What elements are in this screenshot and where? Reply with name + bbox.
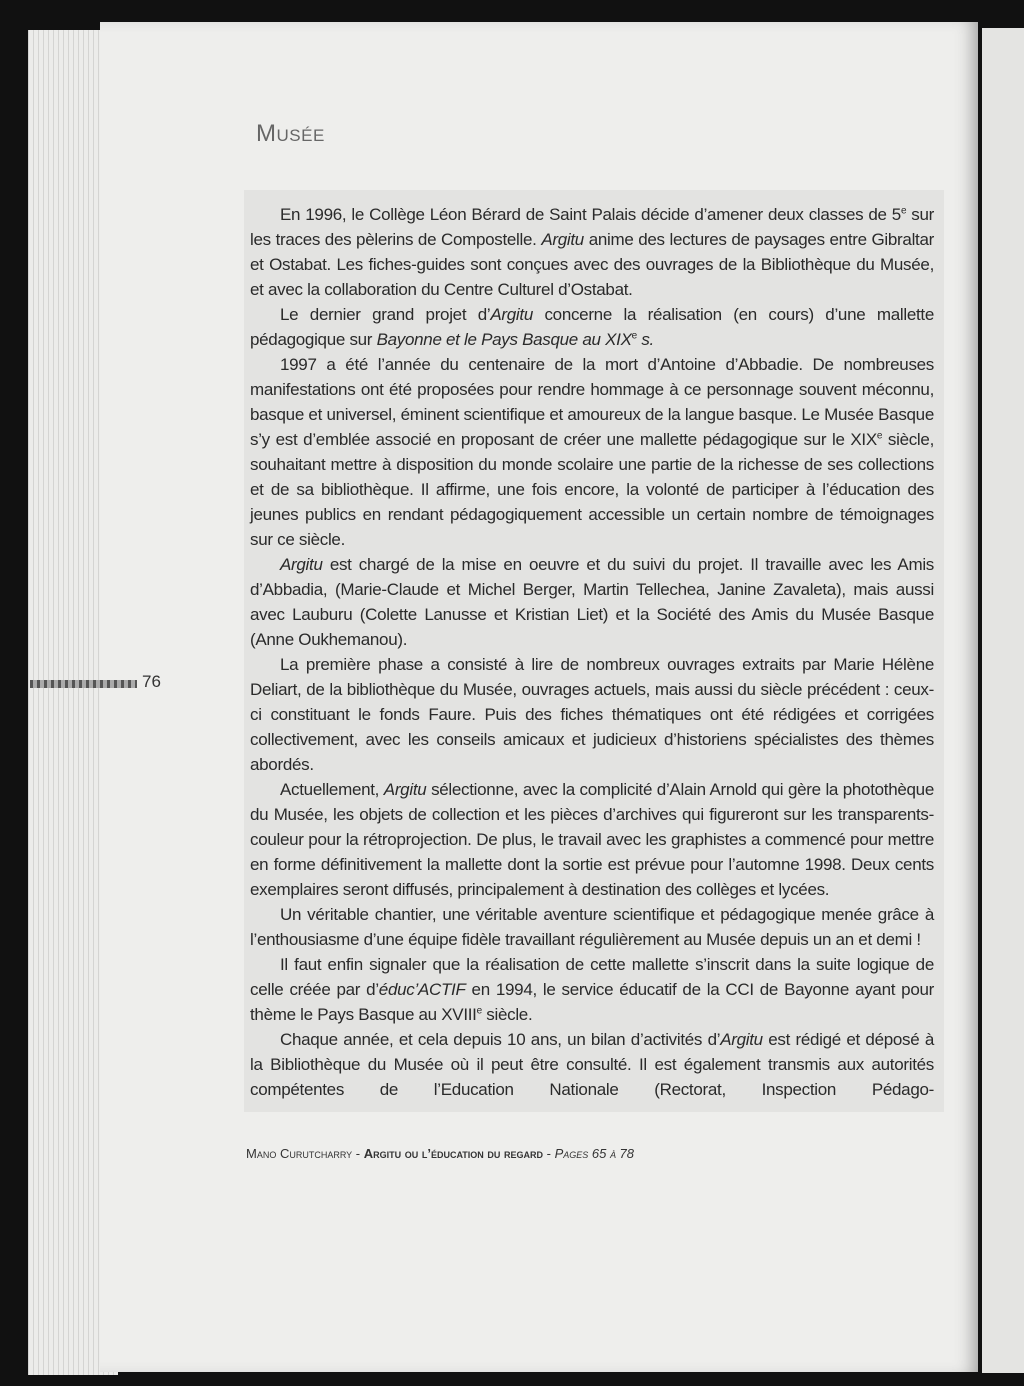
text-run: La première phase a consisté à lire de nombreux ouvrages extraits par Marie Hélène Deliart, de la bibliothèque du Musée, ouvrages actuels, mais aussi du siècle précédent : ceux-ci constituant le fonds Faure. Puis des fiches thématiques ont été rédigées et corrigées collectivement, avec les conseils amicaux et judicieux d’historiens spécialistes des thèmes abordés. xyxy=(250,655,934,774)
text-run: siècle. xyxy=(481,1005,533,1024)
footer-separator: - xyxy=(543,1146,555,1161)
italic-text: éduc’ACTIF xyxy=(378,980,466,999)
footer-pages: Pages 65 à 78 xyxy=(554,1146,635,1161)
paragraph xyxy=(250,902,934,952)
page-edge-marker xyxy=(30,680,137,688)
text-run: Le dernier grand projet d’ xyxy=(280,305,491,324)
text-run: sur les traces des pèlerins de Compostelle. xyxy=(250,205,934,249)
text-run: est rédigé et déposé à la Bibliothèque du Musée où il peut être consulté. Il est également transmis aux autorités compétentes de l’Education Nationale (Rectorat, Inspection Pédago- xyxy=(250,1030,934,1099)
italic-text: Argitu xyxy=(280,555,323,574)
paragraph xyxy=(250,202,934,302)
paragraph xyxy=(250,302,934,352)
superscript: e xyxy=(476,1005,482,1017)
paragraph xyxy=(250,1027,934,1102)
text-run: En 1996, le Collège Léon Bérard de Saint Palais décide d’amener deux classes de 5 xyxy=(280,205,901,224)
page-content xyxy=(244,190,944,1162)
text-run: sélectionne, avec la complicité d’Alain Arnold qui gère la photothèque du Musée, les objets de collection et les pièces d’archives qui figureront sur les transparents-couleur pour la rétroprojection. De plus, le travail avec les graphistes a commencé pour mettre en forme définitivement la mallette dont la sortie est prévue pour l’automne 1998. Deux cents exemplaires seront diffusés, principalement à destination des collèges et lycées. xyxy=(250,780,934,899)
text-background-panel xyxy=(244,190,944,1112)
page-number: 76 xyxy=(142,672,161,691)
text-run: Actuellement, xyxy=(280,780,384,799)
superscript: e xyxy=(876,430,883,442)
italic-text: Bayonne et le Pays Basque au XIX xyxy=(376,330,632,349)
running-title: Musée xyxy=(256,120,325,147)
paragraph xyxy=(250,652,934,777)
paragraph xyxy=(250,552,934,652)
italic-text: Argitu xyxy=(541,230,584,249)
italic-text: Argitu xyxy=(720,1030,763,1049)
italic-text: Argitu xyxy=(490,305,533,324)
italic-text: s. xyxy=(636,330,654,349)
text-run: anime des lectures de paysages entre Gibraltar et Ostabat. Les fiches-guides sont conçues avec des ouvrages de la Bibliothèque du Musée, et avec la collaboration du Centre Culturel d’Ostabat. xyxy=(250,230,934,299)
paragraph xyxy=(250,952,934,1027)
footer-article-title: Argitu ou l’éducation du regard xyxy=(363,1146,544,1161)
italic-text: Argitu xyxy=(383,780,427,799)
text-run: Chaque année, et cela depuis 10 ans, un bilan d’activités d’ xyxy=(280,1030,721,1049)
superscript: e xyxy=(900,205,907,217)
superscript: e xyxy=(631,330,637,342)
paragraph xyxy=(250,777,934,902)
text-run: en 1994, le service éducatif de la CCI de Bayonne ayant pour thème le Pays Basque au XVIII xyxy=(250,980,934,1024)
page-footer xyxy=(244,1146,944,1162)
text-run: Un véritable chantier, une véritable aventure scientifique et pédagogique menée grâce à l’enthousiasme d’une équipe fidèle travaillant régulièrement au Musée depuis un an et demi ! xyxy=(250,905,934,949)
text-run: est chargé de la mise en oeuvre et du suivi du projet. Il travaille avec les Amis d’Abbadia, (Marie-Claude et Michel Berger, Martin Tellechea, Janine Zavaleta), mais aussi avec Lauburu (Colette Lanusse et Kristian Liet) et la Société des Amis du Musée Basque (Anne Oukhemanou). xyxy=(250,555,934,649)
article-body xyxy=(250,202,934,1102)
text-run: Il faut enfin signaler que la réalisation de cette mallette s’inscrit dans la suite logique de celle créée par d’ xyxy=(250,955,934,999)
paragraph xyxy=(250,352,934,552)
text-run: 1997 a été l’année du centenaire de la mort d’Antoine d’Abbadie. De nombreuses manifestations ont été proposées pour rendre hommage à ce personnage souvent méconnu, basque et universel, éminent scientifique et amoureux de la langue basque. Le Musée Basque s’y est d’emblée associé en proposant de créer une mallette pédagogique sur le XIX xyxy=(250,355,934,449)
footer-author: Mano Curutcharry xyxy=(246,1146,353,1161)
text-run: siècle, souhaitant mettre à disposition du monde scolaire une partie de la richesse de ses collections et de sa bibliothèque. Il affirme, une fois encore, la volonté de participer à l’éducation des jeunes publics en rendant pédagogiquement accessible un certain nombre de témoignages sur ce siècle. xyxy=(250,430,934,549)
facing-page-edge xyxy=(982,28,1024,1373)
text-run: concerne la réalisation (en cours) d’une mallette pédagogique sur xyxy=(250,305,935,349)
footer-separator: - xyxy=(352,1146,364,1161)
